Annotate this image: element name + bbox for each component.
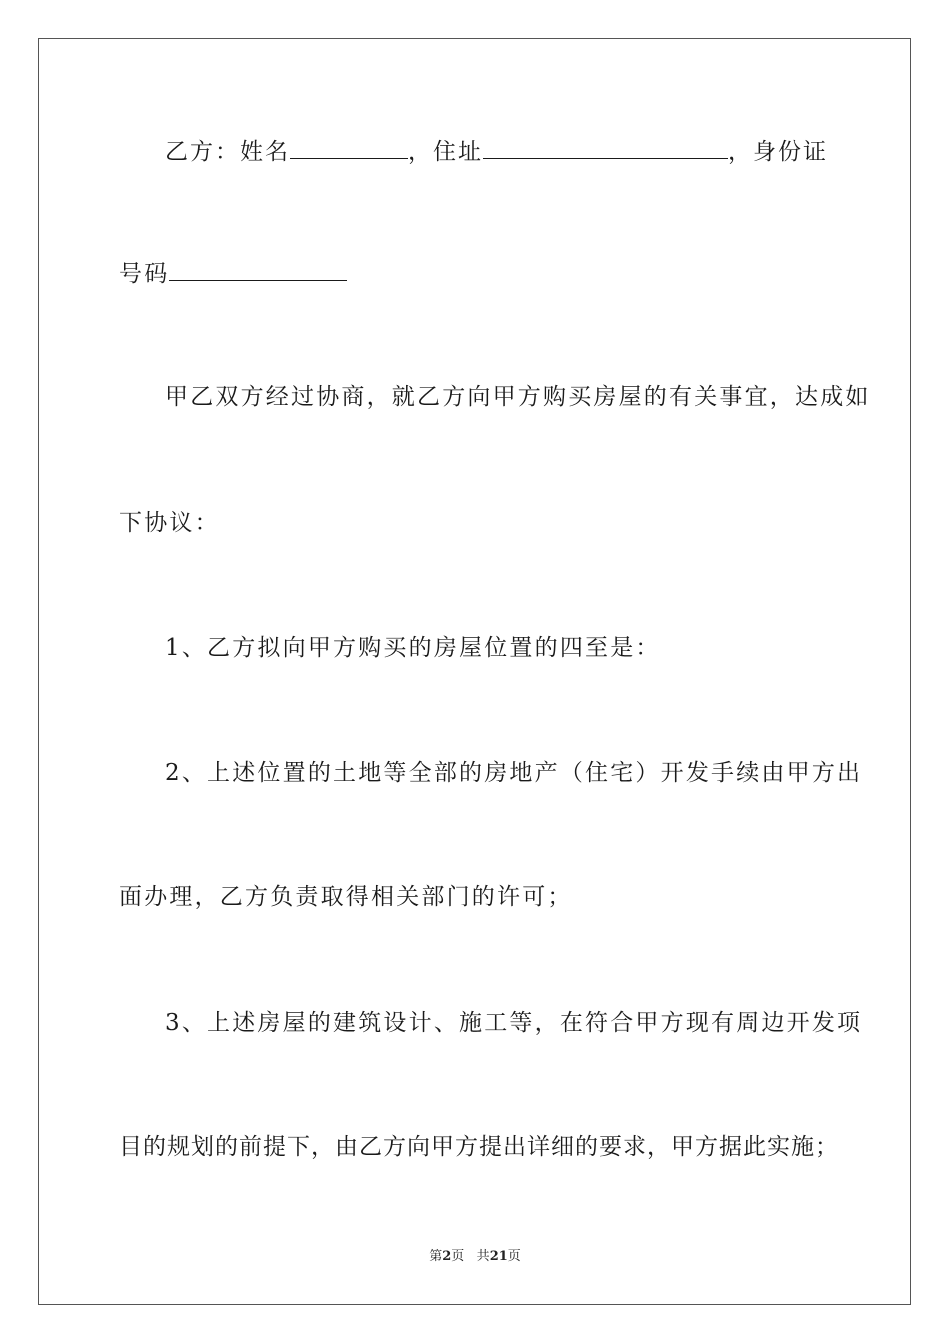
intro-line-1: 甲乙双方经过协商，就乙方向甲方购买房屋的有关事宜，达成如 — [165, 384, 871, 410]
clause-2-line-1: 2、上述位置的土地等全部的房地产（住宅）开发手续由甲方出 — [165, 760, 863, 786]
total-prefix: 共 — [476, 1249, 490, 1264]
intro-line-2: 下协议： — [119, 510, 220, 536]
id-number-blank — [169, 258, 347, 281]
party-b-name-label: 乙方：姓名 — [165, 139, 290, 165]
page-suffix: 页 — [451, 1249, 465, 1264]
page-prefix: 第 — [429, 1249, 443, 1264]
clause-3-line-2: 目的规划的前提下，由乙方向甲方提出详细的要求，甲方据此实施； — [119, 1134, 839, 1160]
party-b-line — [165, 136, 834, 167]
total-suffix: 页 — [507, 1249, 521, 1264]
id-number-label: 号码 — [119, 261, 170, 287]
total-pages: 21 — [489, 1249, 508, 1264]
page-border — [38, 38, 911, 1305]
clause-1-line-1: 1、乙方拟向甲方购买的房屋位置的四至是： — [165, 635, 661, 661]
page-number: 2 — [442, 1249, 452, 1264]
name-blank — [290, 136, 408, 159]
clause-2-line-2: 面办理，乙方负责取得相关部门的许可； — [119, 884, 573, 910]
address-blank — [483, 136, 728, 159]
id-number-line — [119, 258, 834, 289]
id-label: ，身份证 — [728, 139, 828, 165]
clause-3-line-1: 3、上述房屋的建筑设计、施工等，在符合甲方现有周边开发项 — [165, 1010, 863, 1036]
page-footer — [0, 1249, 950, 1265]
address-label: ，住址 — [408, 139, 483, 165]
